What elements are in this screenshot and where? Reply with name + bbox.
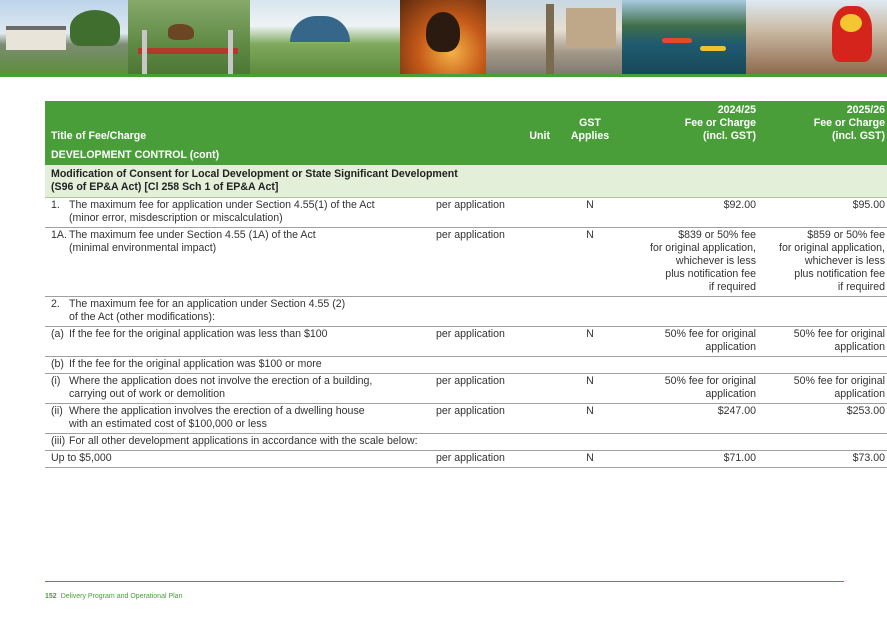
gst-cell: N xyxy=(556,451,624,468)
item-description-line1: Up to $5,000 xyxy=(51,452,112,464)
fee-line: application xyxy=(705,388,756,400)
fee-line: $71.00 xyxy=(723,452,756,464)
fee-2025-cell xyxy=(762,327,887,357)
header-fee-2025 xyxy=(762,101,887,146)
fee-title-cell xyxy=(45,404,430,434)
fee-line: application xyxy=(834,388,885,400)
header-unit: Unit xyxy=(430,101,556,146)
table-row xyxy=(45,228,887,297)
fee-line: if required xyxy=(837,281,885,293)
fee-line: 50% fee for original xyxy=(793,328,885,340)
fee-2025-cell xyxy=(762,198,887,228)
item-number: 1. xyxy=(51,199,60,211)
table-header-row xyxy=(45,101,887,146)
fee-title-cell xyxy=(45,357,430,374)
item-description xyxy=(69,405,424,431)
fee-2024-cell xyxy=(624,451,762,468)
fee-2024-cell xyxy=(624,357,762,374)
item-description-line1: The maximum fee for application under Section 4.55(1) of the Act xyxy=(69,199,375,211)
fee-2024-cell xyxy=(624,297,762,327)
fee-2025-cell xyxy=(762,451,887,468)
header-fee-2024-line1: 2024/25 xyxy=(717,104,756,116)
fee-title-cell xyxy=(45,374,430,404)
item-number: (iii) xyxy=(51,435,66,447)
banner-photo-yoga-lawn xyxy=(250,0,400,74)
fee-title-cell xyxy=(45,434,430,451)
unit-cell xyxy=(430,357,556,374)
fee-line: for original application, xyxy=(650,242,756,254)
unit-cell: per application xyxy=(430,374,556,404)
fee-line: $73.00 xyxy=(852,452,885,464)
fee-line: plus notification fee xyxy=(794,268,885,280)
fee-line: plus notification fee xyxy=(665,268,756,280)
banner-photo-pavilion xyxy=(0,0,128,74)
banner-photo-festival xyxy=(746,0,887,74)
fee-title-cell xyxy=(45,198,430,228)
item-description xyxy=(69,375,424,401)
gst-cell xyxy=(556,434,624,451)
subsection-line1: Modification of Consent for Local Development or State Significant Development xyxy=(51,168,458,180)
banner-photo-street xyxy=(486,0,622,74)
photo-banner xyxy=(0,0,887,74)
item-number: (i) xyxy=(51,375,61,387)
header-gst-line1: GST xyxy=(579,117,601,129)
item-description-line1: The maximum fee for an application under Section 4.55 (2) xyxy=(69,298,346,310)
fee-line: application xyxy=(705,341,756,353)
page-number: 152 xyxy=(45,593,57,600)
header-gst-line2: Applies xyxy=(570,130,610,142)
item-description-line2: (minor error, misdescription or miscalculation) xyxy=(69,212,283,224)
fee-2024-cell xyxy=(624,327,762,357)
fee-line: if required xyxy=(708,281,756,293)
subsection-line2: (S96 of EP&A Act) [Cl 258 Sch 1 of EP&A Act] xyxy=(51,181,279,193)
item-description-line2: of the Act (other modifications): xyxy=(69,311,216,323)
fee-line: 50% fee for original xyxy=(793,375,885,387)
unit-cell: per application xyxy=(430,327,556,357)
item-description xyxy=(69,435,424,448)
item-description-line2: carrying out of work or demolition xyxy=(69,388,226,400)
gst-cell: N xyxy=(556,404,624,434)
footer-divider xyxy=(45,581,844,582)
table-row xyxy=(45,198,887,228)
gst-cell xyxy=(556,357,624,374)
header-fee-2025-line3: (incl. GST) xyxy=(832,130,885,142)
gst-cell xyxy=(556,297,624,327)
table-row xyxy=(45,297,887,327)
table-row xyxy=(45,451,887,468)
gst-cell: N xyxy=(556,228,624,297)
fee-line: $95.00 xyxy=(852,199,885,211)
item-description xyxy=(69,199,424,225)
banner-photo-dog-agility xyxy=(128,0,250,74)
item-description-line2: (minimal environmental impact) xyxy=(69,242,217,254)
fee-2025-cell xyxy=(762,357,887,374)
unit-cell: per application xyxy=(430,228,556,297)
item-description xyxy=(69,328,424,341)
table-row xyxy=(45,357,887,374)
fee-2024-cell xyxy=(624,434,762,451)
fee-2025-cell xyxy=(762,404,887,434)
gst-cell: N xyxy=(556,327,624,357)
subsection-row xyxy=(45,165,887,198)
item-number: (a) xyxy=(51,328,64,340)
item-number: 2. xyxy=(51,298,60,310)
fee-line: whichever is less xyxy=(804,255,885,267)
item-description-line2: with an estimated cost of $100,000 or less xyxy=(69,418,267,430)
unit-cell: per application xyxy=(430,404,556,434)
table-row xyxy=(45,434,887,451)
fee-title-cell xyxy=(45,297,430,327)
fee-2025-cell xyxy=(762,374,887,404)
unit-cell xyxy=(430,297,556,327)
header-fee-2024 xyxy=(624,101,762,146)
unit-cell: per application xyxy=(430,198,556,228)
table-row xyxy=(45,404,887,434)
item-description-line1: If the fee for the original application was less than $100 xyxy=(69,328,328,340)
fee-2024-cell xyxy=(624,198,762,228)
fees-table xyxy=(45,101,887,468)
fee-line: application xyxy=(834,341,885,353)
fee-2024-cell xyxy=(624,404,762,434)
header-fee-2025-line2: Fee or Charge xyxy=(813,117,885,129)
section-title: DEVELOPMENT CONTROL (cont) xyxy=(45,146,887,165)
header-fee-2025-line1: 2025/26 xyxy=(846,104,885,116)
gst-cell: N xyxy=(556,198,624,228)
subsection-title xyxy=(45,165,887,198)
section-row xyxy=(45,146,887,165)
fee-line: $92.00 xyxy=(723,199,756,211)
fee-title-cell xyxy=(45,228,430,297)
fee-line: $247.00 xyxy=(717,405,756,417)
fee-2025-cell xyxy=(762,228,887,297)
item-description-line1: If the fee for the original application was $100 or more xyxy=(69,358,322,370)
fee-line: $253.00 xyxy=(846,405,885,417)
fee-line: for original application, xyxy=(779,242,885,254)
item-description xyxy=(51,452,424,465)
gst-cell: N xyxy=(556,374,624,404)
banner-divider xyxy=(0,74,887,77)
item-description xyxy=(69,229,424,255)
fee-2024-cell xyxy=(624,228,762,297)
banner-photo-kookaburra xyxy=(400,0,486,74)
item-description-line1: Where the application does not involve the erection of a building, xyxy=(69,375,373,387)
header-gst xyxy=(556,101,624,146)
item-description-line1: Where the application involves the erection of a dwelling house xyxy=(69,405,365,417)
table-row xyxy=(45,327,887,357)
item-description xyxy=(69,358,424,371)
fee-2025-cell xyxy=(762,434,887,451)
header-fee-2024-line3: (incl. GST) xyxy=(703,130,756,142)
fee-title-cell xyxy=(45,327,430,357)
table-row xyxy=(45,374,887,404)
fee-line: 50% fee for original xyxy=(664,328,756,340)
fee-line: whichever is less xyxy=(675,255,756,267)
fee-line: 50% fee for original xyxy=(664,375,756,387)
unit-cell: per application xyxy=(430,451,556,468)
fee-2024-cell xyxy=(624,374,762,404)
unit-cell xyxy=(430,434,556,451)
item-number: (b) xyxy=(51,358,64,370)
item-description xyxy=(69,298,424,324)
header-title: Title of Fee/Charge xyxy=(45,101,430,146)
header-fee-2024-line2: Fee or Charge xyxy=(684,117,756,129)
fee-2025-cell xyxy=(762,297,887,327)
fee-line: $859 or 50% fee xyxy=(807,229,885,241)
item-description-line1: For all other development applications in accordance with the scale below: xyxy=(69,435,418,447)
fee-title-cell xyxy=(45,451,430,468)
banner-photo-kayaks xyxy=(622,0,746,74)
item-number: 1A. xyxy=(51,229,67,241)
footer-doc-title: Delivery Program and Operational Plan xyxy=(60,593,183,600)
item-number: (ii) xyxy=(51,405,63,417)
fee-line: $839 or 50% fee xyxy=(678,229,756,241)
page-footer xyxy=(45,593,182,600)
item-description-line1: The maximum fee under Section 4.55 (1A) of the Act xyxy=(69,229,316,241)
